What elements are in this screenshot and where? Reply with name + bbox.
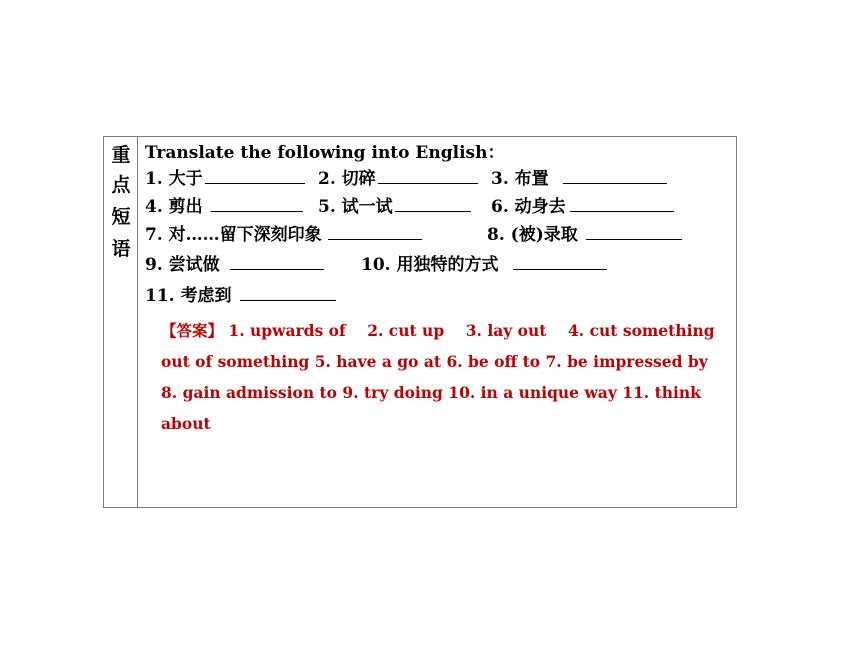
instruction: Translate the following into English：: [145, 143, 505, 163]
phrase-item: [145, 254, 324, 276]
phrase-item: [487, 224, 682, 246]
answer-blank: [395, 196, 471, 212]
phrase-number: 2.: [318, 169, 336, 189]
phrase-number: 10.: [361, 255, 391, 275]
phrase-text: (被)录取: [510, 225, 578, 245]
phrase-text: 尝试做: [168, 255, 220, 275]
answer-blank: [586, 224, 682, 240]
phrase-text: 动身去: [514, 197, 566, 217]
phrase-text: 试一试: [341, 197, 393, 217]
answer-blank: [211, 196, 303, 212]
phrase-number: 4.: [145, 197, 163, 217]
phrase-number: 8.: [487, 225, 505, 245]
phrase-item: [318, 196, 471, 218]
answer-blank: [570, 196, 674, 212]
phrase-number: 3.: [491, 169, 509, 189]
answer-blank: [378, 168, 478, 184]
phrase-item: [361, 254, 607, 276]
phrase-number: 6.: [491, 197, 509, 217]
answer-line: 8. gain admission to 9. try doing 10. in a unique way 11. think: [161, 383, 701, 402]
answer-blank: [328, 224, 422, 240]
answer-blank: [513, 254, 607, 270]
answer-blank: [230, 254, 324, 270]
phrase-text: 剪出: [168, 197, 203, 217]
column-divider: [137, 137, 138, 507]
phrase-number: 9.: [145, 255, 163, 275]
answer-line: [161, 321, 715, 341]
answer-blank: [205, 168, 305, 184]
phrase-text: 用独特的方式: [396, 255, 499, 275]
phrase-item: [145, 196, 303, 218]
answer-label: 【答案】: [161, 321, 224, 340]
phrase-item: [145, 285, 336, 307]
phrase-text: 对……留下深刻印象: [168, 225, 322, 245]
answer-blank: [240, 285, 336, 301]
phrase-table: [103, 136, 737, 508]
phrase-item: [491, 168, 667, 190]
phrase-number: 11.: [145, 286, 175, 306]
answer-blank: [563, 168, 667, 184]
phrase-item: [145, 168, 305, 190]
phrase-number: 5.: [318, 197, 336, 217]
phrase-text: 切碎: [341, 169, 376, 189]
phrase-item: [491, 196, 674, 218]
side-label-char: 语: [111, 238, 131, 260]
phrase-text: 考虑到: [180, 286, 232, 306]
phrase-text: 布置: [514, 169, 549, 189]
phrase-number: 1.: [145, 169, 163, 189]
phrase-item: [145, 224, 422, 246]
side-label-char: 点: [111, 174, 131, 196]
side-label-char: 短: [111, 206, 131, 228]
answer-text: 1. upwards of 2. cut up 3. lay out 4. cut something: [228, 321, 715, 340]
side-label-char: 重: [111, 144, 131, 166]
phrase-item: [318, 168, 478, 190]
phrase-number: 7.: [145, 225, 163, 245]
phrase-text: 大于: [168, 169, 203, 189]
answer-line: out of something 5. have a go at 6. be off to 7. be impressed by: [161, 352, 708, 371]
answer-line: about: [161, 414, 211, 433]
